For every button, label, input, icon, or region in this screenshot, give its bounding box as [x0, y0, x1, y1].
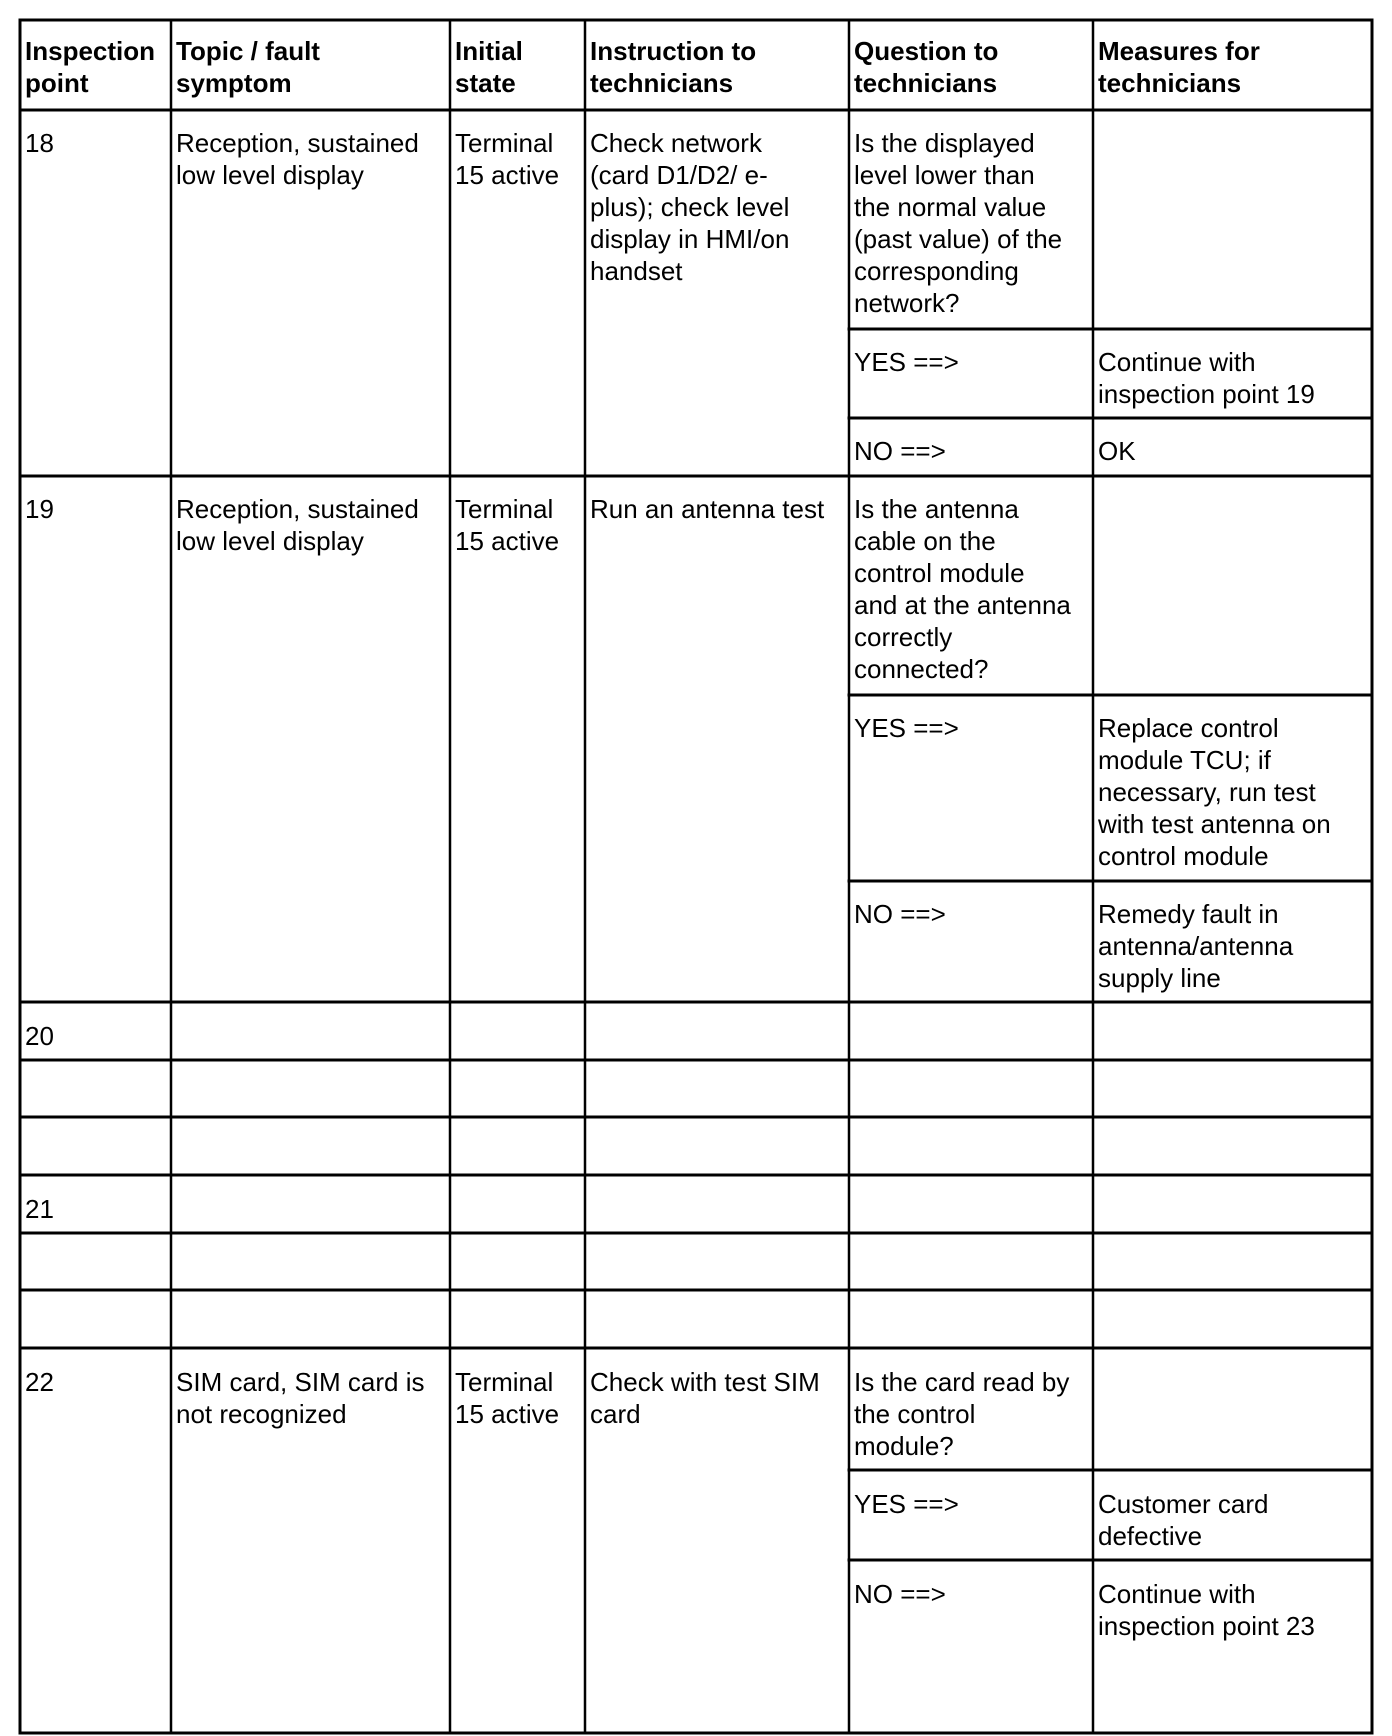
header-instruction: Instruction to technicians: [590, 36, 757, 98]
header-inspection-point: Inspection point: [25, 36, 156, 98]
row-22-no-label: NO ==>: [854, 1579, 946, 1609]
row-22-state: Terminal 15 active: [455, 1367, 560, 1429]
row-18-point: 18: [25, 128, 54, 158]
row-22-yes-measure: Customer card defective: [1098, 1489, 1269, 1551]
row-18-yes-measure: Continue with inspection point 19: [1098, 347, 1315, 409]
row-18-no-label: NO ==>: [854, 436, 946, 466]
row-22-yes-label: YES ==>: [854, 1489, 959, 1519]
row-18-yes-label: YES ==>: [854, 347, 959, 377]
header-topic: Topic / fault symptom: [176, 36, 320, 98]
row-18-no-measure: OK: [1098, 436, 1136, 466]
row-18-instruction: Check network (card D1/D2/ e- plus); check level display in HMI/on handset: [590, 128, 790, 286]
header-question: Question to technicians: [854, 36, 999, 98]
row-21-point: 21: [25, 1194, 54, 1224]
row-20-point: 20: [25, 1021, 54, 1051]
row-19-yes-label: YES ==>: [854, 713, 959, 743]
row-19-state: Terminal 15 active: [455, 494, 560, 556]
header-initial-state: Initial state: [455, 36, 523, 98]
row-19-question: Is the antenna cable on the control module and at the antenna correctly connected?: [854, 494, 1071, 684]
row-22-topic: SIM card, SIM card is not recognized: [176, 1367, 425, 1429]
header-measures: Measures for technicians: [1098, 36, 1260, 98]
row-19-no-label: NO ==>: [854, 899, 946, 929]
row-22-no-measure: Continue with inspection point 23: [1098, 1579, 1315, 1641]
row-18-state: Terminal 15 active: [455, 128, 560, 190]
row-19-point: 19: [25, 494, 54, 524]
row-19-no-measure: Remedy fault in antenna/antenna supply line: [1098, 899, 1294, 993]
row-22-question: Is the card read by the control module?: [854, 1367, 1070, 1461]
row-18-question: Is the displayed level lower than the normal value (past value) of the corresponding network?: [854, 128, 1063, 318]
row-22-instruction: Check with test SIM card: [590, 1367, 820, 1429]
row-22-point: 22: [25, 1367, 54, 1397]
row-19-topic: Reception, sustained low level display: [176, 494, 419, 556]
row-18-topic: Reception, sustained low level display: [176, 128, 419, 190]
row-19-instruction: Run an antenna test: [590, 494, 825, 524]
row-19-yes-measure: Replace control module TCU; if necessary, run test with test antenna on control module: [1098, 713, 1331, 871]
